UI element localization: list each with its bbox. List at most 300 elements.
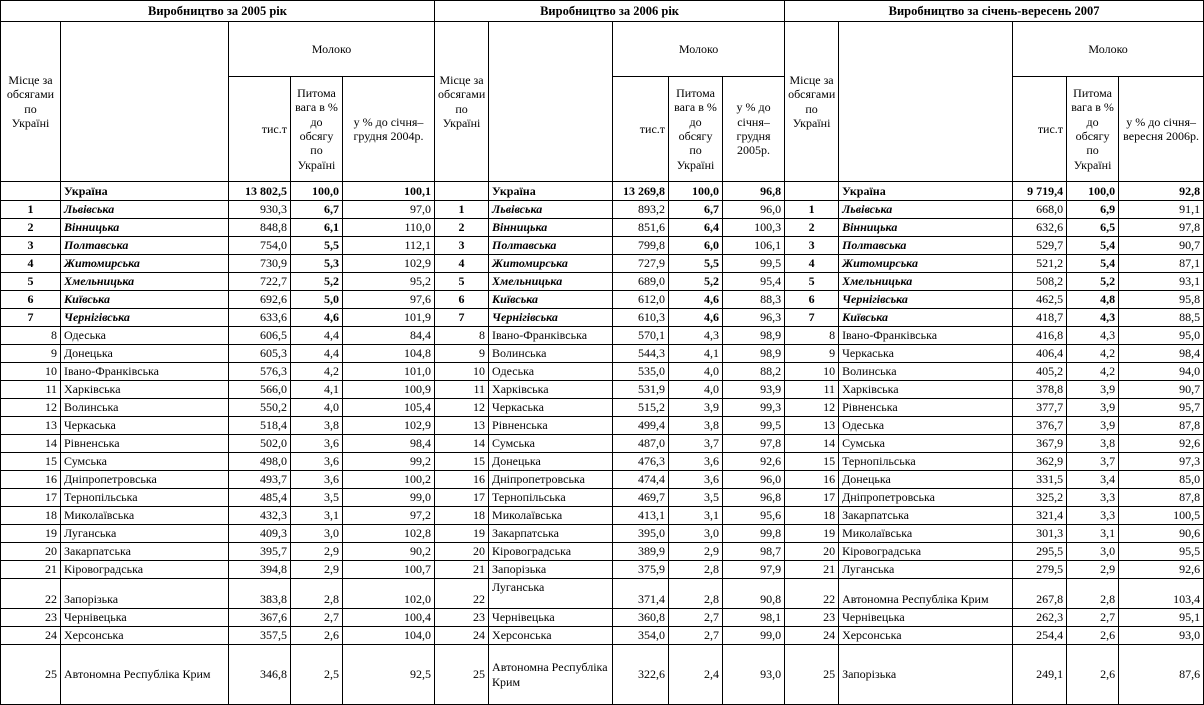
milk-thousand-tons-cell: 535,0	[613, 363, 669, 381]
percent-cell: 100,4	[343, 609, 435, 627]
milk-thousand-tons-cell: 692,6	[229, 291, 291, 309]
share-cell: 2,8	[1067, 579, 1119, 609]
milk-thousand-tons-cell: 610,3	[613, 309, 669, 327]
milk-thousand-tons-cell: 377,7	[1013, 399, 1067, 417]
region-cell: Запорізька	[489, 561, 613, 579]
rank-cell: 10	[435, 363, 489, 381]
percent-cell: 96,0	[723, 201, 785, 219]
milk-thousand-tons-cell: 405,2	[1013, 363, 1067, 381]
share-cell: 3,6	[669, 453, 723, 471]
region-cell: Вінницька	[489, 219, 613, 237]
region-cell: Львівська	[839, 201, 1013, 219]
milk-thousand-tons-cell: 476,3	[613, 453, 669, 471]
rank-cell: 17	[1, 489, 61, 507]
region-column-header	[489, 22, 613, 182]
table-row	[1, 327, 1204, 345]
share-cell: 4,2	[1067, 345, 1119, 363]
rank-cell	[785, 182, 839, 201]
region-cell: Харківська	[839, 381, 1013, 399]
share-cell: 4,4	[291, 327, 343, 345]
percent-cell: 97,6	[343, 291, 435, 309]
percent-header: у % до січня–грудня 2005р.	[723, 77, 785, 182]
share-cell: 100,0	[1067, 182, 1119, 201]
milk-thousand-tons-cell: 409,3	[229, 525, 291, 543]
region-cell: Житомирська	[489, 255, 613, 273]
region-cell: Луганська	[839, 561, 1013, 579]
milk-thousand-tons-cell: 502,0	[229, 435, 291, 453]
rank-cell: 12	[1, 399, 61, 417]
region-cell: Кіровоградська	[489, 543, 613, 561]
region-cell: Луганська	[489, 579, 613, 609]
milk-thousand-tons-cell: 722,7	[229, 273, 291, 291]
rank-cell: 20	[1, 543, 61, 561]
milk-thousand-tons-cell: 668,0	[1013, 201, 1067, 219]
share-cell: 2,9	[1067, 561, 1119, 579]
share-cell: 4,0	[291, 399, 343, 417]
rank-cell: 10	[785, 363, 839, 381]
milk-thousand-tons-cell: 493,7	[229, 471, 291, 489]
rank-cell: 22	[785, 579, 839, 609]
share-cell: 2,6	[1067, 627, 1119, 645]
region-cell: Київська	[61, 291, 229, 309]
region-cell: Черкаська	[839, 345, 1013, 363]
percent-cell: 99,0	[723, 627, 785, 645]
rank-cell: 16	[785, 471, 839, 489]
rank-cell: 21	[435, 561, 489, 579]
milk-thousand-tons-cell: 633,6	[229, 309, 291, 327]
rank-cell: 11	[435, 381, 489, 399]
share-cell: 2,6	[1067, 645, 1119, 705]
rank-cell: 6	[785, 291, 839, 309]
region-cell: Сумська	[839, 435, 1013, 453]
milk-thousand-tons-cell: 406,4	[1013, 345, 1067, 363]
share-cell: 2,7	[291, 609, 343, 627]
percent-cell: 95,7	[1119, 399, 1204, 417]
share-cell: 100,0	[669, 182, 723, 201]
rank-cell: 14	[435, 435, 489, 453]
rank-cell: 2	[785, 219, 839, 237]
table-row	[1, 345, 1204, 363]
milk-thousand-tons-cell: 727,9	[613, 255, 669, 273]
share-cell: 4,2	[1067, 363, 1119, 381]
percent-cell: 98,4	[1119, 345, 1204, 363]
share-cell: 3,8	[291, 417, 343, 435]
table-row	[1, 471, 1204, 489]
rank-cell: 2	[1, 219, 61, 237]
total-row	[1, 182, 1204, 201]
milk-group-header: Молоко	[229, 22, 435, 77]
share-cell: 4,2	[291, 363, 343, 381]
milk-thousand-tons-cell: 799,8	[613, 237, 669, 255]
region-cell: Волинська	[489, 345, 613, 363]
percent-cell: 100,3	[723, 219, 785, 237]
region-cell: Житомирська	[61, 255, 229, 273]
region-cell: Чернігівська	[839, 291, 1013, 309]
percent-cell: 96,8	[723, 489, 785, 507]
region-cell: Житомирська	[839, 255, 1013, 273]
milk-thousand-tons-cell: 544,3	[613, 345, 669, 363]
section-title-2005: Виробництво за 2005 рік	[1, 1, 435, 22]
region-cell: Вінницька	[839, 219, 1013, 237]
share-cell: 2,5	[291, 645, 343, 705]
rank-cell: 23	[785, 609, 839, 627]
region-cell: Дніпропетровська	[61, 471, 229, 489]
percent-cell: 100,9	[343, 381, 435, 399]
percent-cell: 88,3	[723, 291, 785, 309]
rank-cell: 24	[785, 627, 839, 645]
percent-cell: 100,5	[1119, 507, 1204, 525]
region-cell: Україна	[489, 182, 613, 201]
rank-cell: 17	[435, 489, 489, 507]
region-cell: Кіровоградська	[61, 561, 229, 579]
milk-thousand-tons-cell: 254,4	[1013, 627, 1067, 645]
rank-cell: 2	[435, 219, 489, 237]
rank-cell: 11	[1, 381, 61, 399]
region-cell: Івано-Франківська	[61, 363, 229, 381]
percent-cell: 90,7	[1119, 237, 1204, 255]
percent-cell: 87,8	[1119, 489, 1204, 507]
percent-cell: 96,0	[723, 471, 785, 489]
percent-cell: 100,7	[343, 561, 435, 579]
percent-cell: 105,4	[343, 399, 435, 417]
table-row	[1, 255, 1204, 273]
region-cell: Тернопільська	[839, 453, 1013, 471]
percent-cell: 99,3	[723, 399, 785, 417]
share-cell: 4,6	[669, 309, 723, 327]
rank-cell: 8	[435, 327, 489, 345]
rank-cell: 4	[1, 255, 61, 273]
rank-cell: 3	[435, 237, 489, 255]
rank-cell: 23	[435, 609, 489, 627]
region-cell: Автономна Республіка Крим	[839, 579, 1013, 609]
place-column-header: Місце за обсягами по Україні	[785, 22, 839, 182]
section-title-2006: Виробництво за 2006 рік	[435, 1, 785, 22]
share-cell: 6,0	[669, 237, 723, 255]
region-cell: Автономна Республіка Крим	[489, 645, 613, 705]
rank-cell: 25	[785, 645, 839, 705]
milk-thousand-tons-cell: 730,9	[229, 255, 291, 273]
rank-cell: 18	[785, 507, 839, 525]
region-cell: Запорізька	[839, 645, 1013, 705]
percent-cell: 99,8	[723, 525, 785, 543]
region-cell: Чернігівська	[61, 309, 229, 327]
percent-cell: 97,2	[343, 507, 435, 525]
share-cell: 4,3	[1067, 327, 1119, 345]
share-cell: 3,1	[1067, 525, 1119, 543]
percent-cell: 96,3	[723, 309, 785, 327]
percent-cell: 97,3	[1119, 453, 1204, 471]
percent-cell: 91,1	[1119, 201, 1204, 219]
share-cell: 4,1	[291, 381, 343, 399]
region-cell: Рівненська	[61, 435, 229, 453]
region-cell: Луганська	[61, 525, 229, 543]
share-cell: 4,4	[291, 345, 343, 363]
share-cell: 3,1	[669, 507, 723, 525]
rank-cell: 7	[785, 309, 839, 327]
milk-thousand-tons-cell: 279,5	[1013, 561, 1067, 579]
milk-thousand-tons-cell: 375,9	[613, 561, 669, 579]
percent-cell: 90,6	[1119, 525, 1204, 543]
rank-cell: 20	[785, 543, 839, 561]
share-cell: 5,4	[1067, 237, 1119, 255]
rank-cell: 25	[435, 645, 489, 705]
percent-cell: 92,6	[723, 453, 785, 471]
region-cell: Хмельницька	[61, 273, 229, 291]
share-cell: 5,2	[291, 273, 343, 291]
region-cell: Чернівецька	[489, 609, 613, 627]
rank-cell: 12	[785, 399, 839, 417]
milk-group-header: Молоко	[1013, 22, 1204, 77]
share-cell: 3,6	[669, 471, 723, 489]
share-cell: 3,7	[1067, 453, 1119, 471]
region-cell: Україна	[61, 182, 229, 201]
percent-cell: 99,2	[343, 453, 435, 471]
region-cell: Донецька	[489, 453, 613, 471]
rank-cell: 6	[435, 291, 489, 309]
rank-cell: 19	[785, 525, 839, 543]
milk-thousand-tons-cell: 632,6	[1013, 219, 1067, 237]
percent-cell: 93,0	[1119, 627, 1204, 645]
share-cell: 4,0	[669, 381, 723, 399]
table-row	[1, 609, 1204, 627]
percent-cell: 112,1	[343, 237, 435, 255]
percent-cell: 95,4	[723, 273, 785, 291]
region-cell: Рівненська	[489, 417, 613, 435]
region-cell: Тернопільська	[489, 489, 613, 507]
rank-cell: 19	[435, 525, 489, 543]
region-cell: Харківська	[61, 381, 229, 399]
milk-thousand-tons-cell: 499,4	[613, 417, 669, 435]
rank-cell: 15	[785, 453, 839, 471]
milk-thousand-tons-cell: 354,0	[613, 627, 669, 645]
rank-cell: 7	[1, 309, 61, 327]
milk-thousand-tons-cell: 508,2	[1013, 273, 1067, 291]
region-cell: Харківська	[489, 381, 613, 399]
milk-thousand-tons-cell: 416,8	[1013, 327, 1067, 345]
milk-thousand-tons-cell: 521,2	[1013, 255, 1067, 273]
rank-cell: 16	[435, 471, 489, 489]
milk-thousand-tons-cell: 376,7	[1013, 417, 1067, 435]
table-row	[1, 399, 1204, 417]
section-titles-row	[1, 1, 1204, 22]
milk-thousand-tons-cell: 331,5	[1013, 471, 1067, 489]
percent-cell: 87,6	[1119, 645, 1204, 705]
rank-cell: 13	[435, 417, 489, 435]
section-title-2007: Виробництво за січень-вересень 2007	[785, 1, 1204, 22]
share-cell: 2,8	[291, 579, 343, 609]
milk-thousand-tons-cell: 474,4	[613, 471, 669, 489]
milk-thousand-tons-cell: 249,1	[1013, 645, 1067, 705]
region-cell: Сумська	[489, 435, 613, 453]
share-cell: 2,6	[291, 627, 343, 645]
rank-cell: 10	[1, 363, 61, 381]
milk-group-header: Молоко	[613, 22, 785, 77]
share-cell: 3,8	[1067, 435, 1119, 453]
region-cell: Вінницька	[61, 219, 229, 237]
rank-cell: 17	[785, 489, 839, 507]
region-cell: Львівська	[61, 201, 229, 219]
region-cell: Полтавська	[489, 237, 613, 255]
percent-cell: 95,0	[1119, 327, 1204, 345]
share-cell: 2,4	[669, 645, 723, 705]
rank-cell: 5	[785, 273, 839, 291]
table-row	[1, 363, 1204, 381]
share-cell: 2,9	[291, 543, 343, 561]
rank-cell: 9	[435, 345, 489, 363]
region-cell: Львівська	[489, 201, 613, 219]
share-cell: 5,5	[291, 237, 343, 255]
share-cell: 5,0	[291, 291, 343, 309]
milk-thousand-tons-cell: 570,1	[613, 327, 669, 345]
percent-cell: 95,8	[1119, 291, 1204, 309]
share-cell: 4,8	[1067, 291, 1119, 309]
table-row	[1, 543, 1204, 561]
milk-thousand-tons-cell: 550,2	[229, 399, 291, 417]
region-cell: Хмельницька	[489, 273, 613, 291]
region-column-header	[839, 22, 1013, 182]
region-cell: Полтавська	[61, 237, 229, 255]
share-cell: 2,8	[669, 579, 723, 609]
region-cell: Полтавська	[839, 237, 1013, 255]
share-cell: 5,2	[1067, 273, 1119, 291]
percent-cell: 99,0	[343, 489, 435, 507]
milk-thousand-tons-cell: 383,8	[229, 579, 291, 609]
rank-cell: 22	[1, 579, 61, 609]
rank-cell: 3	[1, 237, 61, 255]
milk-thousand-tons-cell: 689,0	[613, 273, 669, 291]
share-header: Питома вага в % до обсягу по Україні	[1067, 77, 1119, 182]
share-header: Питома вага в % до обсягу по Україні	[291, 77, 343, 182]
table-row	[1, 453, 1204, 471]
share-cell: 3,6	[291, 453, 343, 471]
rank-cell: 14	[785, 435, 839, 453]
milk-thousand-tons-cell: 267,8	[1013, 579, 1067, 609]
milk-thousand-tons-cell: 612,0	[613, 291, 669, 309]
share-cell: 3,7	[669, 435, 723, 453]
table-row	[1, 489, 1204, 507]
milk-thousand-tons-cell: 9 719,4	[1013, 182, 1067, 201]
rank-cell: 6	[1, 291, 61, 309]
rank-cell: 19	[1, 525, 61, 543]
share-cell: 3,9	[1067, 381, 1119, 399]
region-cell: Чернівецька	[61, 609, 229, 627]
rank-cell: 12	[435, 399, 489, 417]
region-cell: Кіровоградська	[839, 543, 1013, 561]
region-cell: Закарпатська	[489, 525, 613, 543]
percent-cell: 100,1	[343, 182, 435, 201]
milk-thousand-tons-cell: 395,7	[229, 543, 291, 561]
region-cell: Черкаська	[489, 399, 613, 417]
percent-cell: 90,7	[1119, 381, 1204, 399]
percent-cell: 95,6	[723, 507, 785, 525]
percent-cell: 98,9	[723, 345, 785, 363]
percent-cell: 85,0	[1119, 471, 1204, 489]
percent-cell: 99,5	[723, 417, 785, 435]
share-cell: 4,6	[291, 309, 343, 327]
percent-cell: 102,8	[343, 525, 435, 543]
region-cell: Херсонська	[61, 627, 229, 645]
share-cell: 5,2	[669, 273, 723, 291]
percent-cell: 92,8	[1119, 182, 1204, 201]
rank-cell: 25	[1, 645, 61, 705]
region-cell: Черкаська	[61, 417, 229, 435]
table-row	[1, 525, 1204, 543]
rank-cell: 11	[785, 381, 839, 399]
region-cell: Дніпропетровська	[489, 471, 613, 489]
percent-cell: 98,4	[343, 435, 435, 453]
share-cell: 4,6	[669, 291, 723, 309]
percent-cell: 90,8	[723, 579, 785, 609]
share-cell: 3,0	[1067, 543, 1119, 561]
percent-cell: 87,1	[1119, 255, 1204, 273]
rank-cell: 5	[1, 273, 61, 291]
region-cell: Івано-Франківська	[839, 327, 1013, 345]
region-cell: Волинська	[839, 363, 1013, 381]
region-cell: Чернігівська	[489, 309, 613, 327]
share-cell: 100,0	[291, 182, 343, 201]
region-cell: Івано-Франківська	[489, 327, 613, 345]
rank-cell: 24	[435, 627, 489, 645]
milk-thousand-tons-cell: 346,8	[229, 645, 291, 705]
percent-header: у % до січня–вересня 2006р.	[1119, 77, 1204, 182]
share-cell: 4,1	[669, 345, 723, 363]
rank-cell: 1	[435, 201, 489, 219]
milk-thousand-tons-cell: 469,7	[613, 489, 669, 507]
table-row	[1, 507, 1204, 525]
share-cell: 3,9	[1067, 417, 1119, 435]
place-column-header: Місце за обсягами по Україні	[1, 22, 61, 182]
share-cell: 6,4	[669, 219, 723, 237]
share-cell: 3,5	[291, 489, 343, 507]
share-header: Питома вага в % до обсягу по Україні	[669, 77, 723, 182]
share-cell: 4,3	[1067, 309, 1119, 327]
milk-thousand-tons-cell: 13 802,5	[229, 182, 291, 201]
milk-thousand-tons-cell: 487,0	[613, 435, 669, 453]
milk-thousand-tons-cell: 371,4	[613, 579, 669, 609]
percent-cell: 93,0	[723, 645, 785, 705]
milk-thousand-tons-cell: 848,8	[229, 219, 291, 237]
share-cell: 5,3	[291, 255, 343, 273]
region-cell: Тернопільська	[61, 489, 229, 507]
milk-thousand-tons-cell: 576,3	[229, 363, 291, 381]
region-cell: Миколаївська	[489, 507, 613, 525]
rank-cell	[1, 182, 61, 201]
percent-cell: 99,5	[723, 255, 785, 273]
table-row	[1, 309, 1204, 327]
rank-cell: 13	[785, 417, 839, 435]
percent-header: у % до січня–грудня 2004р.	[343, 77, 435, 182]
percent-cell: 88,5	[1119, 309, 1204, 327]
percent-cell: 93,9	[723, 381, 785, 399]
percent-cell: 102,9	[343, 255, 435, 273]
rank-cell: 23	[1, 609, 61, 627]
region-cell: Одеська	[61, 327, 229, 345]
milk-thousand-tons-cell: 357,5	[229, 627, 291, 645]
percent-cell: 100,2	[343, 471, 435, 489]
share-cell: 2,9	[669, 543, 723, 561]
percent-cell: 103,4	[1119, 579, 1204, 609]
percent-cell: 95,1	[1119, 609, 1204, 627]
milk-thousand-tons-cell: 360,8	[613, 609, 669, 627]
milk-thousand-tons-cell: 389,9	[613, 543, 669, 561]
milk-thousand-tons-cell: 262,3	[1013, 609, 1067, 627]
rank-cell: 9	[785, 345, 839, 363]
share-cell: 3,9	[669, 399, 723, 417]
table-row	[1, 627, 1204, 645]
percent-cell: 95,2	[343, 273, 435, 291]
rank-cell: 8	[785, 327, 839, 345]
milk-header-row	[1, 22, 1204, 77]
